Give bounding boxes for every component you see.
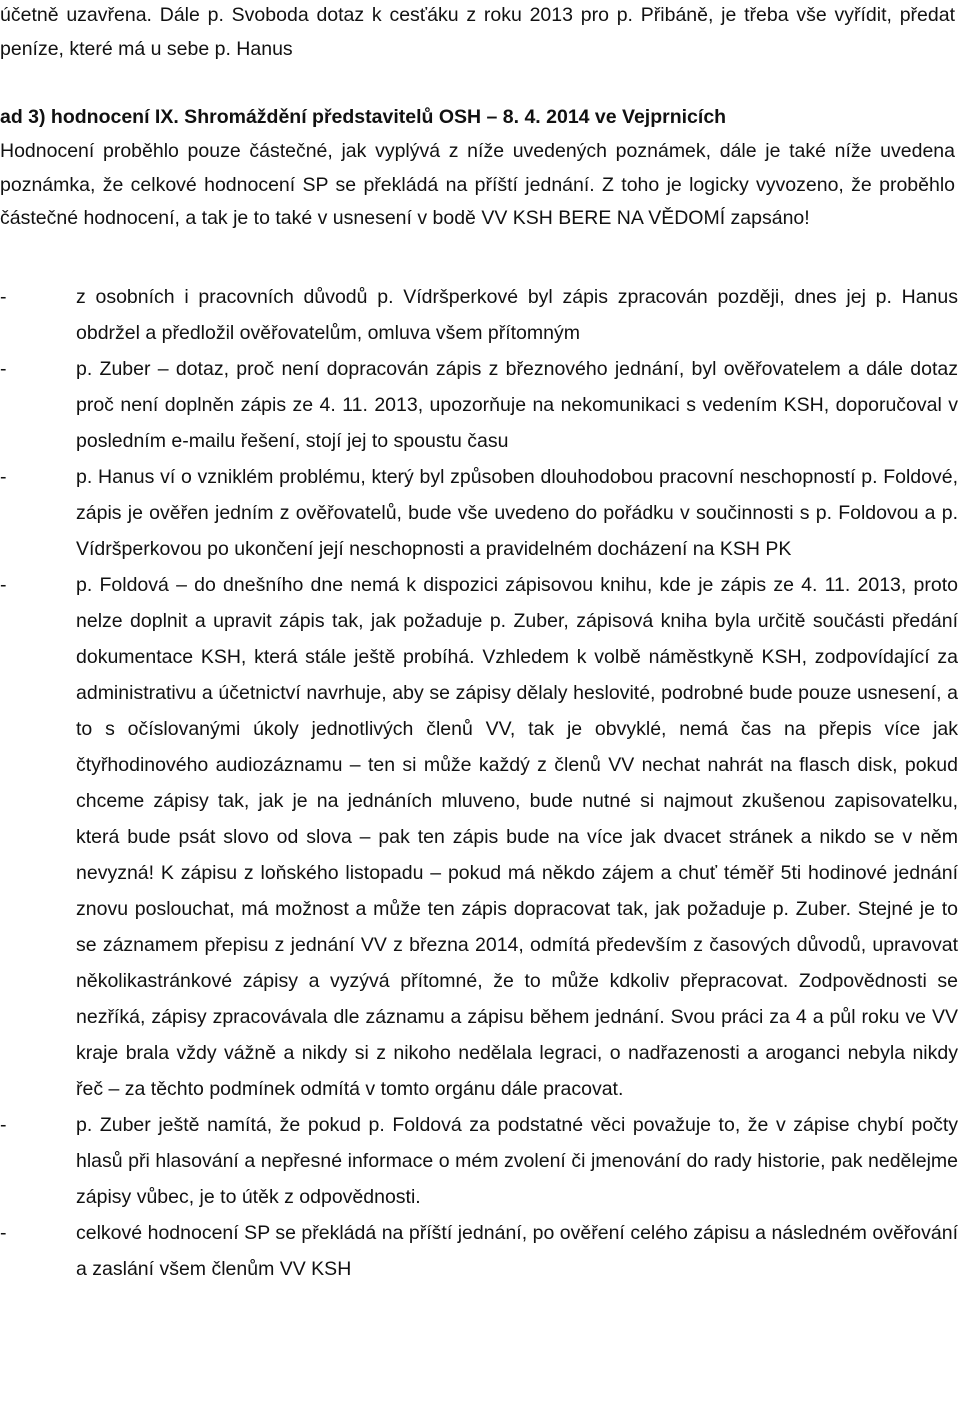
intro-paragraph: účetně uzavřena. Dále p. Svoboda dotaz k cesťáku z roku 2013 pro p. Přibáně, je třeba vše vyřídit, předat peníze, které má u sebe p. Hanus <box>0 4 955 60</box>
bullet-dash: - <box>0 286 7 308</box>
bullet-dash: - <box>0 1114 7 1136</box>
section-paragraph: Hodnocení proběhlo pouze částečné, jak vyplývá z níže uvedených poznámek, dále je také níže uvedena poznámka, že celkové hodnocení SP se překládá na příští jednání. Z toho je logicky vyvozeno, že proběhlo částečné hodnocení, a tak je to také v usnesení v bodě VV KSH BERE NA VĚDOMÍ zapsáno! <box>0 140 955 229</box>
bullet-dash: - <box>0 466 7 488</box>
list-item <box>0 567 958 1107</box>
list-item-text: p. Zuber ještě namítá, že pokud p. Foldová za podstatné věci považuje to, že v zápise chybí počty hlasů při hlasování a nepřesné informace o mém zvolení či jmenování do rady historie, pak nedělejme zápisy vůbec, je to útěk z odpovědnosti. <box>76 1114 958 1208</box>
bullet-dash: - <box>0 574 7 596</box>
list-item-text: p. Foldová – do dnešního dne nemá k dispozici zápisovou knihu, kde je zápis ze 4. 11. 2013, proto nelze doplnit a upravit zápis tak, jak požaduje p. Zuber, zápisová kniha byla určitě součásti předání dokumentace KSH, která stále ještě probíhá. Vzhledem k volbě náměstkyně KSH, zodpovídající za administrativu a účetnictví navrhuje, aby se zápisy dělaly heslovité, podrobné bude pouze usnesení, a to s očíslovanými úkoly jednotlivých členů VV, tak je obvyklé, nemá čas na přepis více jak čtyřhodinového audiozáznamu – ten si může každý z členů VV nechat nahrát na flasch disk, pokud chceme zápisy tak, jak je na jednáních mluveno, bude nutné si najmout zkušenou zapisovatelku, která bude psát slovo od slova – pak ten zápis bude na více jak dvacet stránek a nikdo se v něm nevyzná! K zápisu z loňského listopadu – pokud má někdo zájem a chuť téměř 5ti hodinové jednání znovu poslouchat, má možnost a může ten zápis dopracovat tak, jak požaduje p. Zuber. Stejné je to se záznamem přepisu z jednání VV z března 2014, odmítá především z časových důvodů, upravovat několikastránkové zápisy a vyzývá přítomné, že to může kdkoliv přepracovat. Zodpovědnosti se nezříká, zápisy zpracovávala dle záznamu a zápisu během jednání. Svou práci za 4 a půl roku ve VV kraje brala vždy vážně a nikdy si z nikoho nedělala legraci, o nadřazenosti a aroganci nebyla nikdy řeč – za těchto podmínek odmítá v tomto orgánu dále pracovat. <box>76 574 958 1100</box>
list-item-text: celkové hodnocení SP se překládá na příští jednání, po ověření celého zápisu a následném ověřování a zaslání všem členům VV KSH <box>76 1222 958 1280</box>
list-item <box>0 279 958 351</box>
list-item-text: p. Zuber – dotaz, proč není dopracován zápis z březnového jednání, byl ověřovatelem a dále dotaz proč není doplněn zápis ze 4. 11. 2013, upozorňuje na nekomunikaci s vedením KSH, doporučoval v posledním e-mailu řešení, stojí jej to spoustu času <box>76 358 958 452</box>
list-item <box>0 1107 958 1215</box>
list-item <box>0 459 958 567</box>
section-heading: ad 3) hodnocení IX. Shromáždění představitelů OSH – 8. 4. 2014 ve Vejprnicích <box>0 106 727 128</box>
bullet-dash: - <box>0 1222 7 1244</box>
list-item-text: z osobních i pracovních důvodů p. Vídršperkové byl zápis zpracován později, dnes jej p. Hanus obdržel a předložil ověřovatelům, omluva všem přítomným <box>76 286 958 344</box>
bullet-dash: - <box>0 358 7 380</box>
bullet-list <box>0 279 958 1287</box>
list-item <box>0 351 958 459</box>
list-item-text: p. Hanus ví o vzniklém problému, který byl způsoben dlouhodobou pracovní neschopností p. Foldové, zápis je ověřen jedním z ověřovatelů, bude vše uvedeno do pořádku v součinnosti s p. Foldovou a p. Vídršperkovou po ukončení její neschopnosti a pravidelném docházení na KSH PK <box>76 466 958 560</box>
list-item <box>0 1215 958 1287</box>
